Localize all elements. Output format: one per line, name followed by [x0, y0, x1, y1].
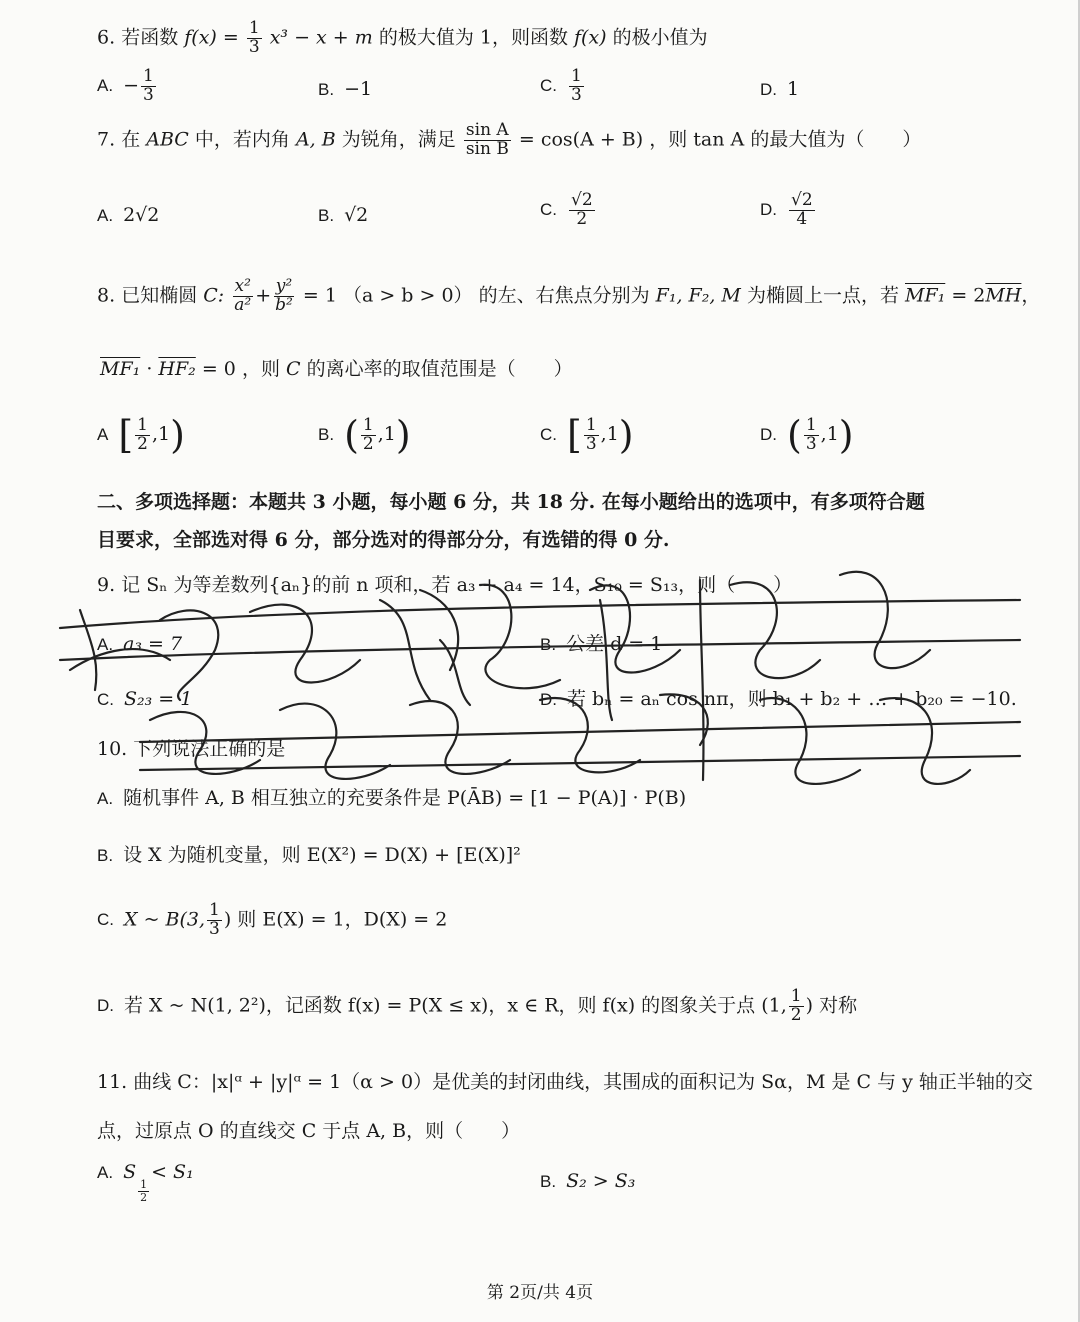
q8-option-a: A [ $\frac{1}{2}$ ,1) [97, 413, 185, 457]
question-11-stem-line2: 点，过原点 O 的直线交 C 于点 A, B，则（ ） [97, 1120, 521, 1142]
q9-option-d: D. 若 bₙ = aₙ cos nπ，则 b₁ + b₂ + … + b₂₀ = −10. [540, 688, 1017, 710]
question-8-stem-line2: MF₁ · HF₂ = 0 ，则 C 的离心率的取值范围是（ ） [100, 358, 573, 380]
page-footer: 第 2页/共 4页 [486, 1283, 594, 1303]
q8-option-b: B. ( $\frac{1}{2}$ ,1) [318, 413, 411, 457]
q11-option-a: A. S $\frac{1}{2}$ < S₁ [97, 1161, 194, 1204]
q10-option-b: B. 设 X 为随机变量，则 E(X²) = D(X) + [E(X)]² [97, 844, 521, 866]
question-10-stem: 10. 下列说法正确的是 [97, 738, 286, 760]
question-11-stem-line1: 11. 曲线 C：|x|ᵅ + |y|ᵅ = 1（α > 0）是优美的封闭曲线，其围成的面积记为 Sα，M 是 C 与 y 轴正半轴的交 [97, 1071, 1033, 1093]
q6-option-c: C. $\frac{1}{3}$ [540, 66, 582, 105]
q9-option-a: A. a₃ = 7 [97, 633, 183, 655]
q8-option-c: C. [ $\frac{1}{3}$ ,1) [540, 413, 634, 457]
q10-option-c: C. X ~ B(3, $\frac{1}{3}$ ) 则 E(X) = 1，D(X) = 2 [97, 900, 448, 939]
q11-option-b: B. S₂ > S₃ [540, 1170, 636, 1192]
fraction: $\frac{1}{3}$ [248, 18, 260, 57]
question-7-stem: 7. 在 ABC 中，若内角 A, B 为锐角，满足 $\frac{\text{sin A}}{\text{sin B}}$ = cos(A + B) ，则 tan A 的最大值为（ ） [97, 120, 922, 159]
q7-option-b: B. √2 [318, 204, 369, 226]
q9-option-b: B. 公差 d = 1 [540, 633, 663, 655]
question-6-stem: 6. 若函数 f(x) = $\frac{1}{3}$ x³ − x + m 的极大值为 1，则函数 f(x) 的极小值为 [97, 18, 708, 57]
section-2-heading-line2: 目要求，全部选对得 6 分，部分选对的得部分分，有选错的得 0 分. [97, 529, 670, 551]
section-2-heading-line1: 二、多项选择题：本题共 3 小题，每小题 6 分，共 18 分. 在每小题给出的选项中，有多项符合题 [97, 491, 925, 513]
question-9-stem: 9. 记 Sₙ 为等差数列{aₙ}的前 n 项和，若 a₃ + a₄ = 14，S₁₀ = S₁₃，则（ ） [97, 574, 793, 596]
q6-option-d: D. 1 [760, 78, 800, 100]
question-8-stem-line1: 8. 已知椭圆 C: $\frac{\text{x²}}{\text{a²}}$ + $\frac{\text{y²}}{\text{b²}}$ = 1 （a > b > 0） 的左、右焦点分别为 F₁, F₂, M 为椭圆上一点，若 $MF_1 = 2\overline{MH}$， [97, 276, 1041, 315]
q10-option-d: D. 若 X ~ N(1, 2²)，记函数 f(x) = P(X ≤ x)，x ∈ R，则 f(x) 的图象关于点 (1, $\frac{1}{2}$ ) 对称 [97, 986, 858, 1025]
q9-option-c: C. S₂₃ = 1 [97, 688, 193, 710]
q10-option-a: A. 随机事件 A, B 相互独立的充要条件是 P(ĀB) = [1 − P(A)] · P(B) [97, 787, 687, 809]
q7-option-a: A. 2√2 [97, 204, 160, 226]
q7-option-c: C. $\frac{√2}{2}$ [540, 190, 593, 229]
q8-option-d: D. ( $\frac{1}{3}$ ,1) [760, 413, 854, 457]
q6-option-b: B. −1 [318, 78, 373, 100]
q7-option-d: D. $\frac{√2}{4}$ [760, 190, 813, 229]
q6-option-a: A. − $\frac{1}{3}$ [97, 66, 154, 105]
